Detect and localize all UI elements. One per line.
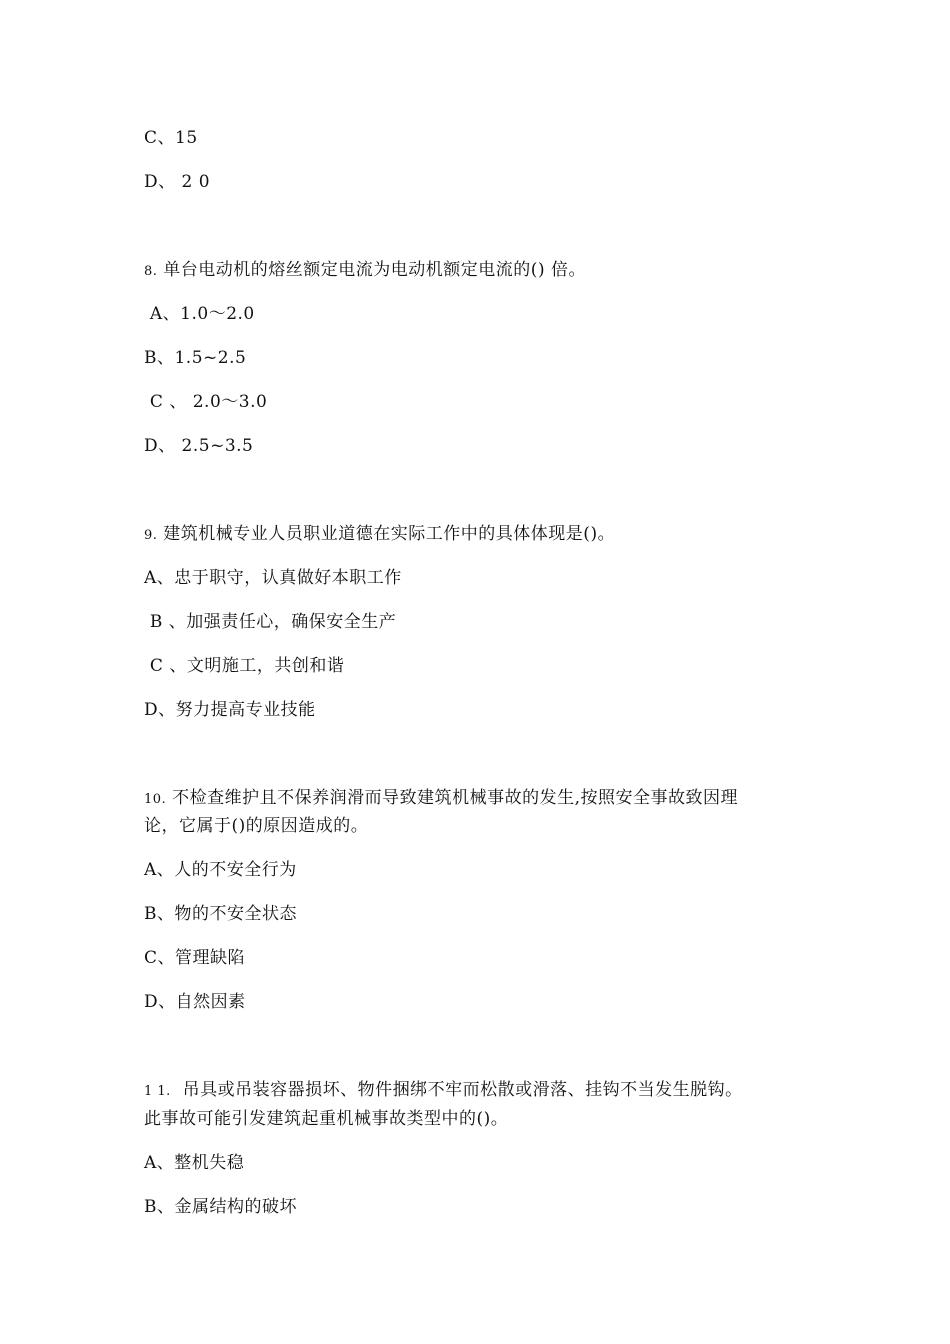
question-10-stem xyxy=(144,785,738,813)
question-8-stem xyxy=(144,257,586,285)
question-number: 1 1. xyxy=(144,1084,171,1099)
question-11-stem xyxy=(144,1077,743,1105)
question-number: 8. xyxy=(144,264,158,279)
option-b: B、1.5~2.5 xyxy=(144,348,247,368)
option-a: A、1.0～2.0 xyxy=(144,304,255,324)
option-c: C、管理缺陷 xyxy=(144,948,246,968)
question-text: 建筑机械专业人员职业道德在实际工作中的具体体现是()。 xyxy=(157,524,616,544)
question-text: 单台电动机的熔丝额定电流为电动机额定电流的() 倍。 xyxy=(157,260,586,280)
option-b: B、金属结构的破坏 xyxy=(144,1197,297,1217)
question-11-stem-cont: 此事故可能引发建筑起重机械事故类型中的()。 xyxy=(144,1109,509,1129)
option-b: B、物的不安全状态 xyxy=(144,904,297,924)
option-d: D、 2 0 xyxy=(144,172,211,192)
option-b: B 、加强责任心，确保安全生产 xyxy=(144,612,397,632)
option-d: D、 2.5~3.5 xyxy=(144,436,254,456)
question-text: 不检查维护且不保养润滑而导致建筑机械事故的发生,按照安全事故致因理 xyxy=(166,788,738,808)
option-a: A、人的不安全行为 xyxy=(144,860,297,880)
question-number: 9. xyxy=(144,528,158,543)
question-9-stem xyxy=(144,521,615,549)
question-text: 吊具或吊装容器损坏、物件捆绑不牢而松散或滑落、挂钩不当发生脱钩。 xyxy=(170,1080,743,1100)
question-10-stem-cont: 论，它属于()的原因造成的。 xyxy=(144,816,369,836)
option-c: C、15 xyxy=(144,128,198,148)
option-c: C 、 2.0～3.0 xyxy=(144,392,268,412)
option-a: A、忠于职守，认真做好本职工作 xyxy=(144,568,402,588)
question-number: 10. xyxy=(144,792,167,807)
option-a: A、整机失稳 xyxy=(144,1153,245,1173)
option-c: C 、文明施工，共创和谐 xyxy=(144,656,345,676)
option-d: D、努力提高专业技能 xyxy=(144,700,316,720)
option-d: D、自然因素 xyxy=(144,992,246,1012)
